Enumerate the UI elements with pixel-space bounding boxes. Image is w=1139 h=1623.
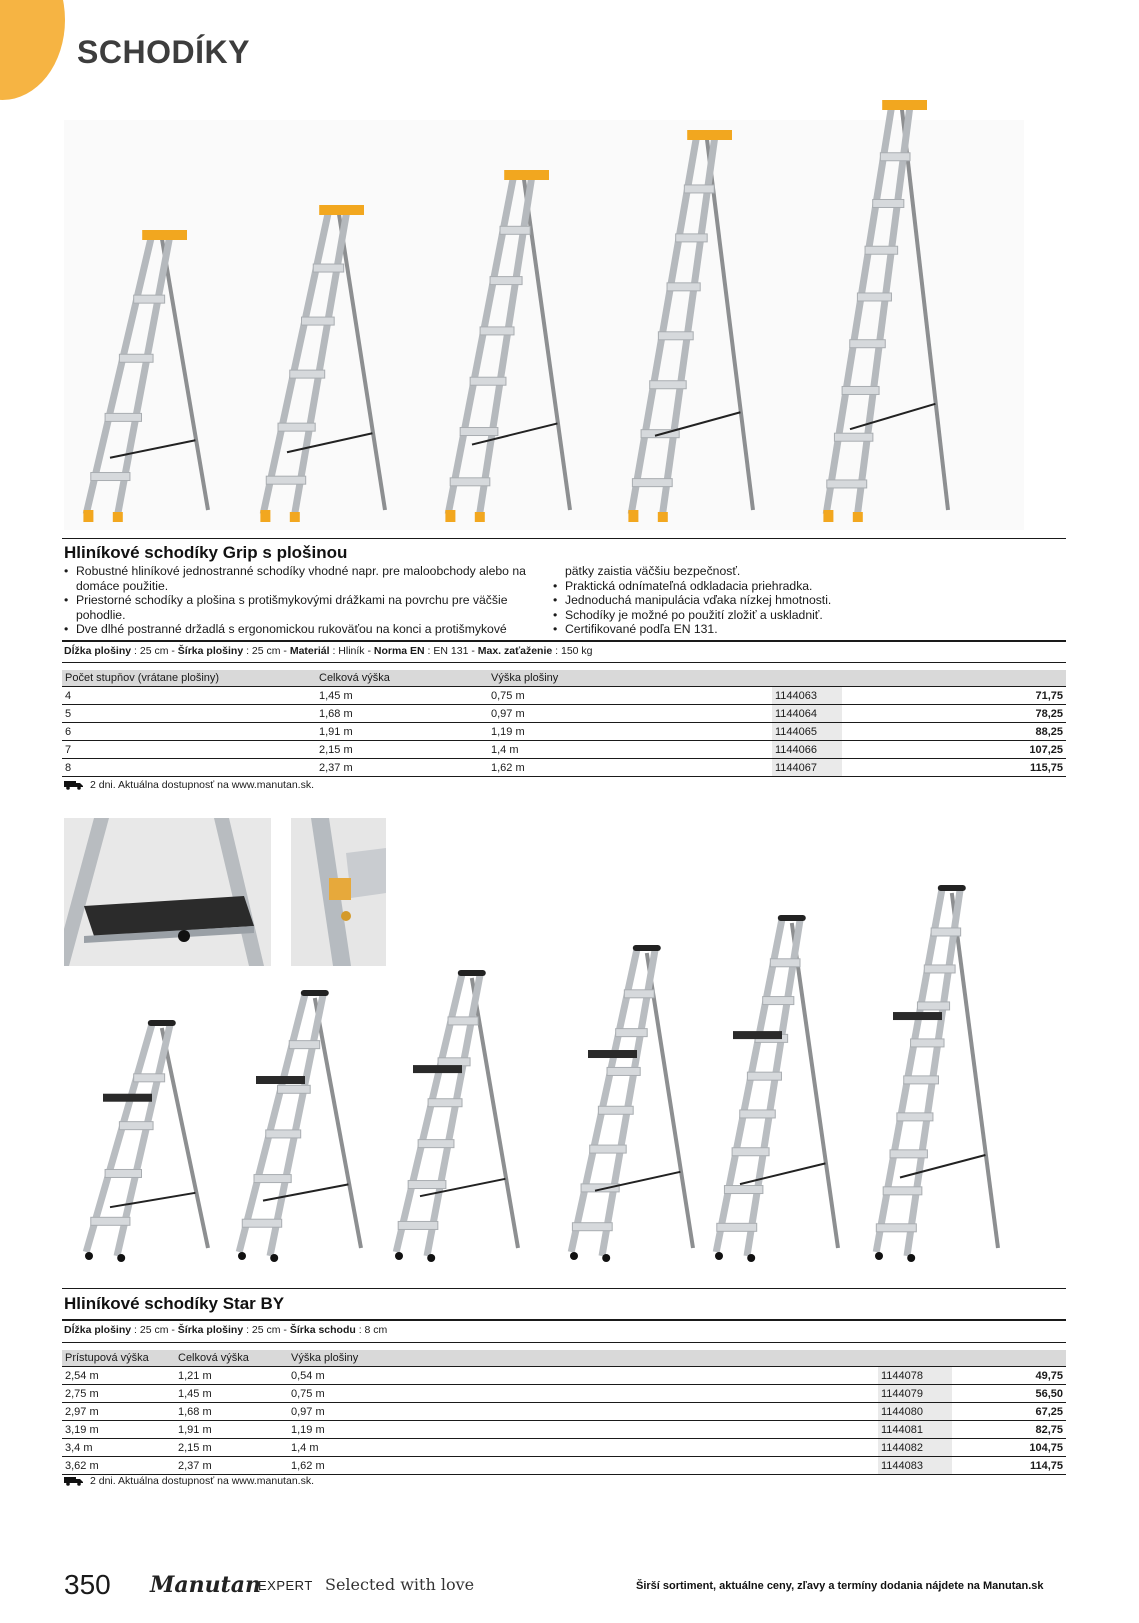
table-cell: 2,15 m — [175, 1439, 288, 1457]
product-code: 1144079 — [878, 1385, 952, 1403]
table-cell: 1,62 m — [488, 759, 772, 777]
footer-note: Širší sortiment, aktuálne ceny, zľavy a termíny dodania nájdete na Manutan.sk — [636, 1580, 1044, 1592]
page-number: 350 — [64, 1569, 111, 1600]
table-row — [62, 1421, 1066, 1439]
table-cell: 3,62 m — [62, 1457, 175, 1475]
product-price: 56,50 — [952, 1385, 1066, 1403]
feature-item: • Praktická odnímateľná odkladacia priehradka. — [553, 579, 1033, 594]
grip-ladder-image — [620, 130, 760, 522]
table-cell: 1,45 m — [316, 687, 488, 705]
star-ladder-image — [560, 945, 700, 1260]
star-ladder-image — [228, 990, 368, 1260]
product-code: 1144078 — [878, 1367, 952, 1385]
table-cell: 4 — [62, 687, 316, 705]
table-cell: 0,75 m — [488, 687, 772, 705]
table-cell: 3,4 m — [62, 1439, 175, 1457]
table-cell: 5 — [62, 705, 316, 723]
column-header: Výška plošiny — [488, 670, 772, 687]
feature-item: • Schodíky je možné po použití zložiť a uskladniť. — [553, 608, 1033, 623]
section-divider — [62, 1288, 1066, 1289]
grip-delivery-note — [64, 779, 314, 791]
star-ladder-image — [75, 1020, 215, 1260]
table-row — [62, 1367, 1066, 1385]
product-price: 115,75 — [842, 759, 1066, 777]
table-cell: 2,37 m — [175, 1457, 288, 1475]
table-cell: 1,45 m — [175, 1385, 288, 1403]
table-cell: 1,68 m — [316, 705, 488, 723]
table-row — [62, 741, 1066, 759]
table-row — [62, 687, 1066, 705]
star-price-table — [62, 1350, 1066, 1475]
table-cell: 1,21 m — [175, 1367, 288, 1385]
product-code: 1144065 — [772, 723, 842, 741]
table-cell: 1,68 m — [175, 1403, 288, 1421]
delivery-text: 2 dni. Aktuálna dostupnosť na www.manutan.sk. — [90, 1475, 314, 1487]
table-cell: 2,54 m — [62, 1367, 175, 1385]
table-cell: 6 — [62, 723, 316, 741]
product-code: 1144080 — [878, 1403, 952, 1421]
brand-suffix: EXPERT — [258, 1578, 313, 1593]
specs-divider — [62, 1342, 1066, 1343]
grip-price-table — [62, 670, 1066, 777]
corner-accent — [0, 0, 65, 100]
grip-ladder-image — [252, 205, 392, 522]
truck-icon — [64, 780, 84, 790]
star-specs: Dĺžka plošiny : 25 cm - Šírka plošiny : 25 cm - Šírka schodu : 8 cm — [64, 1324, 388, 1336]
table-row — [62, 1439, 1066, 1457]
product-code: 1144063 — [772, 687, 842, 705]
table-cell: 1,4 m — [488, 741, 772, 759]
table-cell: 0,54 m — [288, 1367, 878, 1385]
specs-divider — [62, 662, 1066, 663]
truck-icon — [64, 1476, 84, 1486]
feature-continuation: pätky zaistia väčšiu bezpečnosť. — [565, 564, 741, 578]
platform-detail-image — [64, 818, 271, 966]
product-code: 1144066 — [772, 741, 842, 759]
star-ladder-image — [705, 915, 845, 1260]
product-price: 71,75 — [842, 687, 1066, 705]
product-code: 1144082 — [878, 1439, 952, 1457]
product-price: 107,25 — [842, 741, 1066, 759]
column-header: Výška plošiny — [288, 1350, 878, 1367]
specs-divider — [62, 1319, 1066, 1321]
product-price: 49,75 — [952, 1367, 1066, 1385]
feature-item: • Priestorné schodíky a plošina s protišmykovými drážkami na povrchu pre väčšie pohodlie. — [64, 593, 539, 622]
table-row — [62, 705, 1066, 723]
table-cell: 7 — [62, 741, 316, 759]
hinge-detail-image — [291, 818, 386, 966]
section-divider — [62, 538, 1066, 539]
table-cell: 0,97 m — [288, 1403, 878, 1421]
grip-ladder-image — [75, 230, 215, 522]
table-row — [62, 759, 1066, 777]
table-row — [62, 1385, 1066, 1403]
table-cell: 2,97 m — [62, 1403, 175, 1421]
table-cell: 1,91 m — [175, 1421, 288, 1439]
column-header: Počet stupňov (vrátane plošiny) — [62, 670, 316, 687]
feature-item: • Jednoduchá manipulácia vďaka nízkej hmotnosti. — [553, 593, 1033, 608]
star-delivery-note — [64, 1475, 314, 1487]
column-header: Celková výška — [316, 670, 488, 687]
feature-item: • Certifikované podľa EN 131. — [553, 622, 1033, 637]
star-platform-detail-photo — [64, 818, 271, 966]
table-cell: 8 — [62, 759, 316, 777]
table-cell: 1,19 m — [288, 1421, 878, 1439]
specs-divider — [62, 640, 1066, 642]
delivery-text: 2 dni. Aktuálna dostupnosť na www.manutan.sk. — [90, 779, 314, 791]
tagline: Selected with love — [325, 1575, 475, 1594]
grip-specs: Dĺžka plošiny : 25 cm - Šírka plošiny : 25 cm - Materiál : Hliník - Norma EN : EN 131 - Max. zaťaženie : 150 kg — [64, 645, 593, 657]
column-header: Celková výška — [175, 1350, 288, 1367]
product-code: 1144067 — [772, 759, 842, 777]
star-ladder-image — [385, 970, 525, 1260]
feature-item: • Robustné hliníkové jednostranné schodíky vhodné napr. pre maloobchody alebo na domáce použitie. — [64, 564, 539, 593]
table-header-row — [62, 670, 1066, 687]
page-title: SCHODÍKY — [77, 34, 250, 70]
product-price: 67,25 — [952, 1403, 1066, 1421]
product-price: 104,75 — [952, 1439, 1066, 1457]
table-cell: 1,91 m — [316, 723, 488, 741]
table-cell: 0,97 m — [488, 705, 772, 723]
grip-features-right — [553, 564, 1033, 637]
product-price: 82,75 — [952, 1421, 1066, 1439]
product-price: 78,25 — [842, 705, 1066, 723]
grip-ladder-image — [815, 100, 955, 522]
table-cell: 1,19 m — [488, 723, 772, 741]
table-cell: 2,75 m — [62, 1385, 175, 1403]
star-ladder-image — [865, 885, 1005, 1260]
table-header-row — [62, 1350, 1066, 1367]
column-header: Prístupová výška — [62, 1350, 175, 1367]
product-price: 88,25 — [842, 723, 1066, 741]
product-code: 1144083 — [878, 1457, 952, 1475]
brand-logo: Manutan — [150, 1572, 262, 1598]
table-row — [62, 723, 1066, 741]
product-code: 1144081 — [878, 1421, 952, 1439]
grip-features-left — [64, 564, 539, 637]
table-cell: 1,4 m — [288, 1439, 878, 1457]
product-price: 114,75 — [952, 1457, 1066, 1475]
product-code: 1144064 — [772, 705, 842, 723]
table-cell: 1,62 m — [288, 1457, 878, 1475]
table-row — [62, 1457, 1066, 1475]
grip-ladder-image — [437, 170, 577, 522]
table-cell: 3,19 m — [62, 1421, 175, 1439]
table-cell: 0,75 m — [288, 1385, 878, 1403]
star-hinge-detail-photo — [291, 818, 386, 966]
star-section-title: Hliníkové schodíky Star BY — [64, 1294, 285, 1313]
grip-section-title: Hliníkové schodíky Grip s plošinou — [64, 543, 348, 562]
table-row — [62, 1403, 1066, 1421]
feature-item: • Dve dlhé postranné držadlá s ergonomickou rukoväťou na konci a protišmykové — [64, 622, 539, 637]
table-cell: 2,37 m — [316, 759, 488, 777]
table-cell: 2,15 m — [316, 741, 488, 759]
